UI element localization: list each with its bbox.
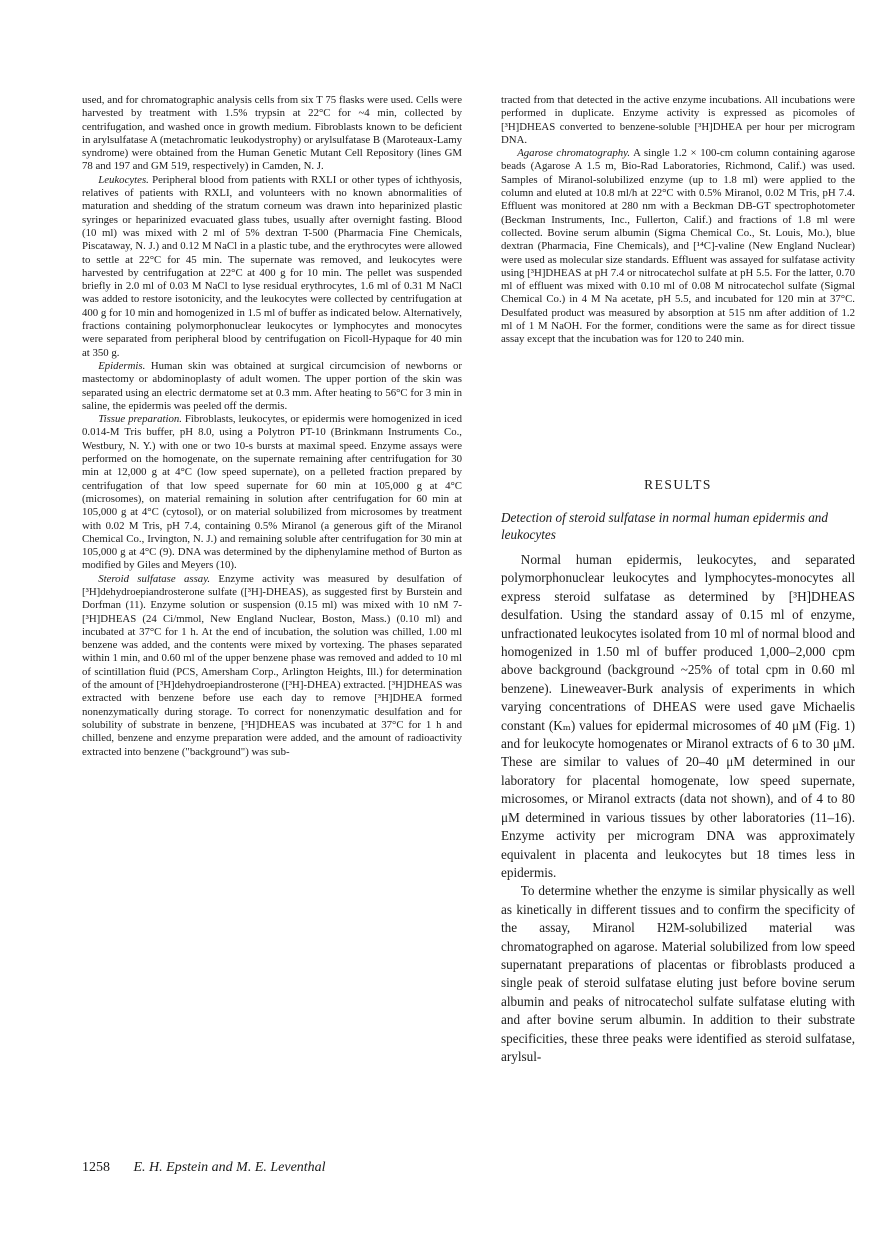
paragraph-results-detection: Normal human epidermis, leukocytes, and separated polymorphonuclear leukocytes and lymphocytes-monocytes all express steroid sulfatase as determined by [³H]DHEAS desulfation. Using the standard assay of 0.15 ml of enzyme, unfractionated leukocytes isolated from 10 ml of normal blood and homogenized in 1.50 ml of buffer produced 1,000–2,000 cpm above background (background ~25% of total cpm in 0.60 ml benzene). Lineweaver-Burk analysis of experiments in which varying concentrations of DHEAS were used gave Michaelis constant (Kₘ) values for epidermal microsomes of 40 μM (Fig. 1) and for leukocyte homogenates or Miranol extracts of 6 to 30 μM. These are similar to values of 20–40 μM determined in our laboratory for placental homogenate, low speed supernate, microsomes, or Miranol extracts (data not shown), and of 4 to 80 μM determined in various tissues by other laboratories (11–16). Enzyme activity per microgram DNA was approximately equivalent in placenta and leukocytes but 18 times less in epidermis. — [501, 552, 855, 880]
right-column-methods — [501, 94, 855, 347]
paragraph-methods-cells: used, and for chromatographic analysis cells from six T 75 flasks were used. Cells were harvested by treatment with 1.5% trypsin at 22°C for ~4 min, collected by centrifugation, and washed once in growth medium. Fibroblasts known to be deficient in arylsulfatase A (metachromatic leukodystrophy) or arylsulfatase B (Maroteaux-Lamy syndrome) were obtained from the Human Genetic Mutant Cell Repository (lines GM 78 and 197 and GM 519, respectively) in Camden, N. J. — [82, 94, 462, 173]
results-subheading: Detection of steroid sulfatase in normal human epidermis and leukocytes — [501, 510, 828, 542]
results-heading: RESULTS — [644, 477, 712, 492]
run-in-heading-leukocytes: Leukocytes. — [98, 173, 149, 186]
right-column-results — [501, 551, 855, 1066]
paragraph-tissue-preparation — [82, 413, 462, 573]
running-authors: E. H. Epstein and M. E. Leventhal — [133, 1160, 326, 1175]
paragraph-steroid-sulfatase-assay-text: Enzyme activity was measured by desulfation of [³H]dehydroepiandrosterone sulfate ([³H]-DHEAS), as suggested first by Burstein and Dorfman (11). Enzyme solution or suspension (0.15 ml) was mixed with 10 nM 7-[³H]DHEAS (24 Ci/mmol, New England Nuclear, Boston, Mass.) (0.10 ml) and incubated at 37°C for 1 h. At the end of incubation, the solution was chilled, 1.00 ml benzene was added, and the contents were mixed by vortexing. The phases separated within 1 min, and 0.60 ml of the upper benzene phase was removed and added to 10 ml of scintillation fluid (PCS, Amersham Corp., Arlington Heights, Ill.) for determination of the amount of [³H]dehydroepiandrosterone ([³H]-DHEA) extracted. [³H]DHEAS was extracted with benzene before use each day to remove [³H]DHEA formed nonenzymatically during storage. To correct for nonenzymatic desulfation and for solubility of substrate in benzene, [³H]DHEAS was incubated at 37°C for 1 h and chilled, benzene and enzyme preparation were added, and the amount of radioactivity extracted into benzene ("background") was sub- — [82, 572, 462, 758]
paragraph-agarose-chromatography-text: A single 1.2 × 100-cm column containing agarose beads (Agarose A 1.5 m, Bio-Rad Laboratories, Richmond, Calif.) was used. Samples of Miranol-solubilized enzyme (up to 1.8 ml) were applied to the column and eluted at 10.8 ml/h at 22°C with 0.5% Miranol, 0.02 M Tris, pH 7.4. Effluent was monitored at 280 nm with a Beckman DB-GT spectrophotometer (Beckman Instruments, Inc., Fullerton, Calif.) and fractions of 1.8 ml were collected. Bovine serum albumin (Sigma Chemical Co., St. Louis, Mo.), blue dextran (Pharmacia, Fine Chemicals), and [¹⁴C]-valine (New England Nuclear) were used as molecular size standards. Effluent was assayed for sulfatase activity using [³H]DHEAS at pH 7.4 or nitrocatechol sulfate at pH 5.5. For the latter, 0.70 ml of effluent was mixed with 0.10 ml of 0.08 M nitrocatechol sulfate (Sigmal Chemical Co.) in 4 M Na acetate, pH 5.5, and incubated for 120 min at 37°C. Desulfated product was measured by absorption at 515 nm after addition of 1.2 ml of 1 M NaOH. For the former, conditions were the same as for direct tissue assay except that the incubation was for 120 to 240 min. — [501, 147, 855, 346]
page-number: 1258 — [82, 1160, 110, 1175]
paragraph-epidermis-text: Human skin was obtained at surgical circumcision of newborns or mastectomy or abdominoplasty of adult women. The upper portion of the skin was separated using an electric dermatome set at 0.3 mm. After heating to 56°C for 3 min in saline, the epidermis was peeled off the dermis. — [82, 359, 462, 412]
run-in-heading-tissue-preparation: Tissue preparation. — [98, 413, 182, 426]
left-column — [82, 94, 462, 759]
paragraph-epidermis — [82, 360, 462, 413]
paragraph-leukocytes — [82, 174, 462, 360]
run-in-heading-agarose-chromatography: Agarose chromatography. — [517, 147, 631, 160]
paragraph-assay-continued: tracted from that detected in the active enzyme incubations. All incubations were performed in duplicate. Enzyme activity is expressed as picomoles of [³H]DHEAS converted to benzene-soluble [³H]DHEA per hour per microgram DNA. — [501, 94, 855, 146]
run-in-heading-epidermis: Epidermis. — [98, 359, 146, 372]
paragraph-leukocytes-text: Peripheral blood from patients with RXLI or other types of ichthyosis, relatives of patients with RXLI, and volunteers with no known abnormalities of maturation and shedding of the stratum corneum was drawn into heparinized plastic syringes or heparinized evacuated glass tubes, usually after overnight fasting. Blood (10 ml) was mixed with 2 ml of 5% dextran T-500 (Pharmacia Fine Chemicals, Piscataway, N. J.) and 0.12 M NaCl in a plastic tube, and the erythrocytes were allowed to settle at 22°C for 45 min. The supernate was removed, and leukocytes were harvested by centrifugation at 22°C at 400 g for 10 min. The pellet was suspended briefly in 2.0 ml of 0.03 M NaCl to lyse residual erythrocytes, 1.6 ml of 0.31 M NaCl was added to restore isotonicity, and the leukocytes were collected by centrifugation at 400 g for 10 min and homogenized in 1.5 ml of buffer as indicated below. Alternatively, fractions containing polymorphonuclear leukocytes or lymphocytes and monocytes were separated from peripheral blood by centrifugation on Ficoll-Hypaque for 40 min at 350 g. — [82, 173, 462, 359]
page-footer — [82, 1160, 326, 1176]
paragraph-steroid-sulfatase-assay — [82, 573, 462, 759]
paragraph-tissue-preparation-text: Fibroblasts, leukocytes, or epidermis were homogenized in iced 0.014-M Tris buffer, pH 8.0, using a Polytron PT-10 (Brinkmann Instruments Co., Westbury, N. Y.) with one or two 10-s bursts at maximal speed. Enzyme assays were performed on the homogenate, on the supernate remaining after centrifugation for 30 min at 12,000 g at 4°C (low speed supernate), on a pelleted fraction prepared by centrifugation of that low speed supernate for 60 min at 105,000 g at 4°C (microsomes), on material remaining in solution after centrifugation for 60 min at 105,000 g at 4°C (cytosol), or on material solubilized from microsomes by treatment with 0.02 M Tris, pH 7.4, containing 0.5% Miranol (a generous gift of the Miranol Chemical Co., Irvington, N. J.) and remaining soluble after centrifugation for 30 min at 105,000 g at 4°C (9). DNA was determined by the diphenylamine method of Burton as modified by Giles and Meyers (10). — [82, 413, 462, 572]
run-in-heading-steroid-sulfatase-assay: Steroid sulfatase assay. — [98, 572, 211, 585]
paragraph-results-chromatography: To determine whether the enzyme is similar physically as well as kinetically in different tissues and to confirm the specificity of the assay, Miranol H2M-solubilized material was chromatographed on agarose. Material solubilized from low speed supernatant preparations of placentas or fibroblasts produced a single peak of steroid sulfatase eluting just before bovine serum albumin and peaks of nitrocatechol sulfate sulfatase eluting with and after bovine serum albumin. In addition to their substrate specificities, these three peaks were identified as steroid sulfatase, arylsul- — [501, 883, 855, 1064]
paragraph-agarose-chromatography — [501, 147, 855, 346]
